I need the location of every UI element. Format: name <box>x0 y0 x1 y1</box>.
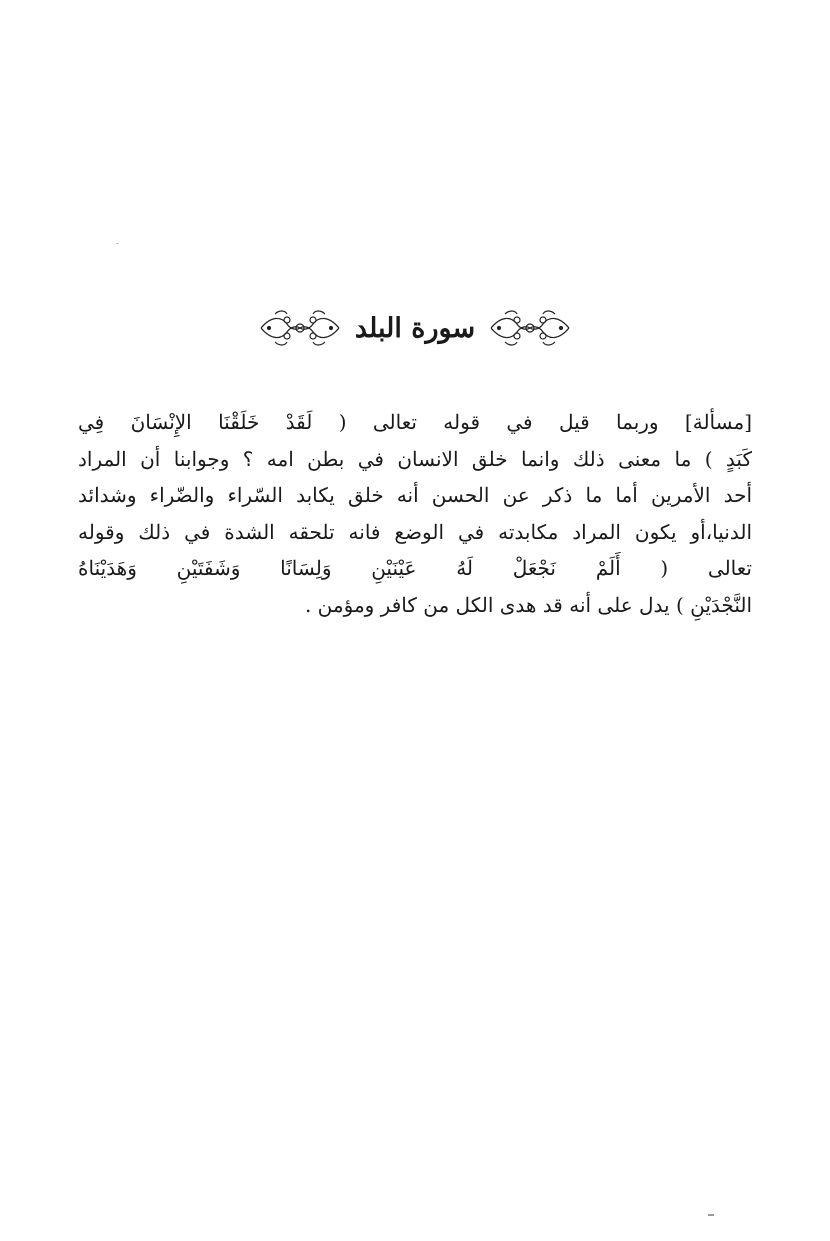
body-paragraph <box>78 404 752 623</box>
scan-speck <box>116 243 119 244</box>
body-line: كَبَدٍ ) ما معنى ذلك وانما خلق الانسان في بطن امه ؟ وجوابنا أن المراد <box>78 446 752 471</box>
arabesque-ornament-icon <box>257 306 343 350</box>
body-line: تعالى ( أَلَمْ نَجْعَلْ لَهُ عَيْنَيْنِ وَلِسَانًا وَشَفَتَيْنِ وَهَدَيْنَاهُ <box>78 556 752 580</box>
body-line: أحد الأمرين أما ما ذكر عن الحسن أنه خلق يكابد السّراء والضّراء وشدائد <box>78 483 752 507</box>
body-line: الدنيا،أو يكون المراد مكابدته في الوضع فانه تلحقه الشدة في ذلك وقوله <box>78 519 752 544</box>
surah-header <box>0 298 830 358</box>
surah-title: سورة البلد <box>354 312 476 344</box>
body-line: النَّجْدَيْنِ ) يدل على أنه قد هدى الكل من كافر ومؤمن . <box>304 592 752 617</box>
scan-mark <box>708 1214 714 1216</box>
arabesque-ornament-icon <box>487 306 573 350</box>
body-line: [مسألة] وربما قيل في قوله تعالى ( لَقَدْ خَلَقْنَا الإِنْسَانَ فِي <box>78 410 752 434</box>
